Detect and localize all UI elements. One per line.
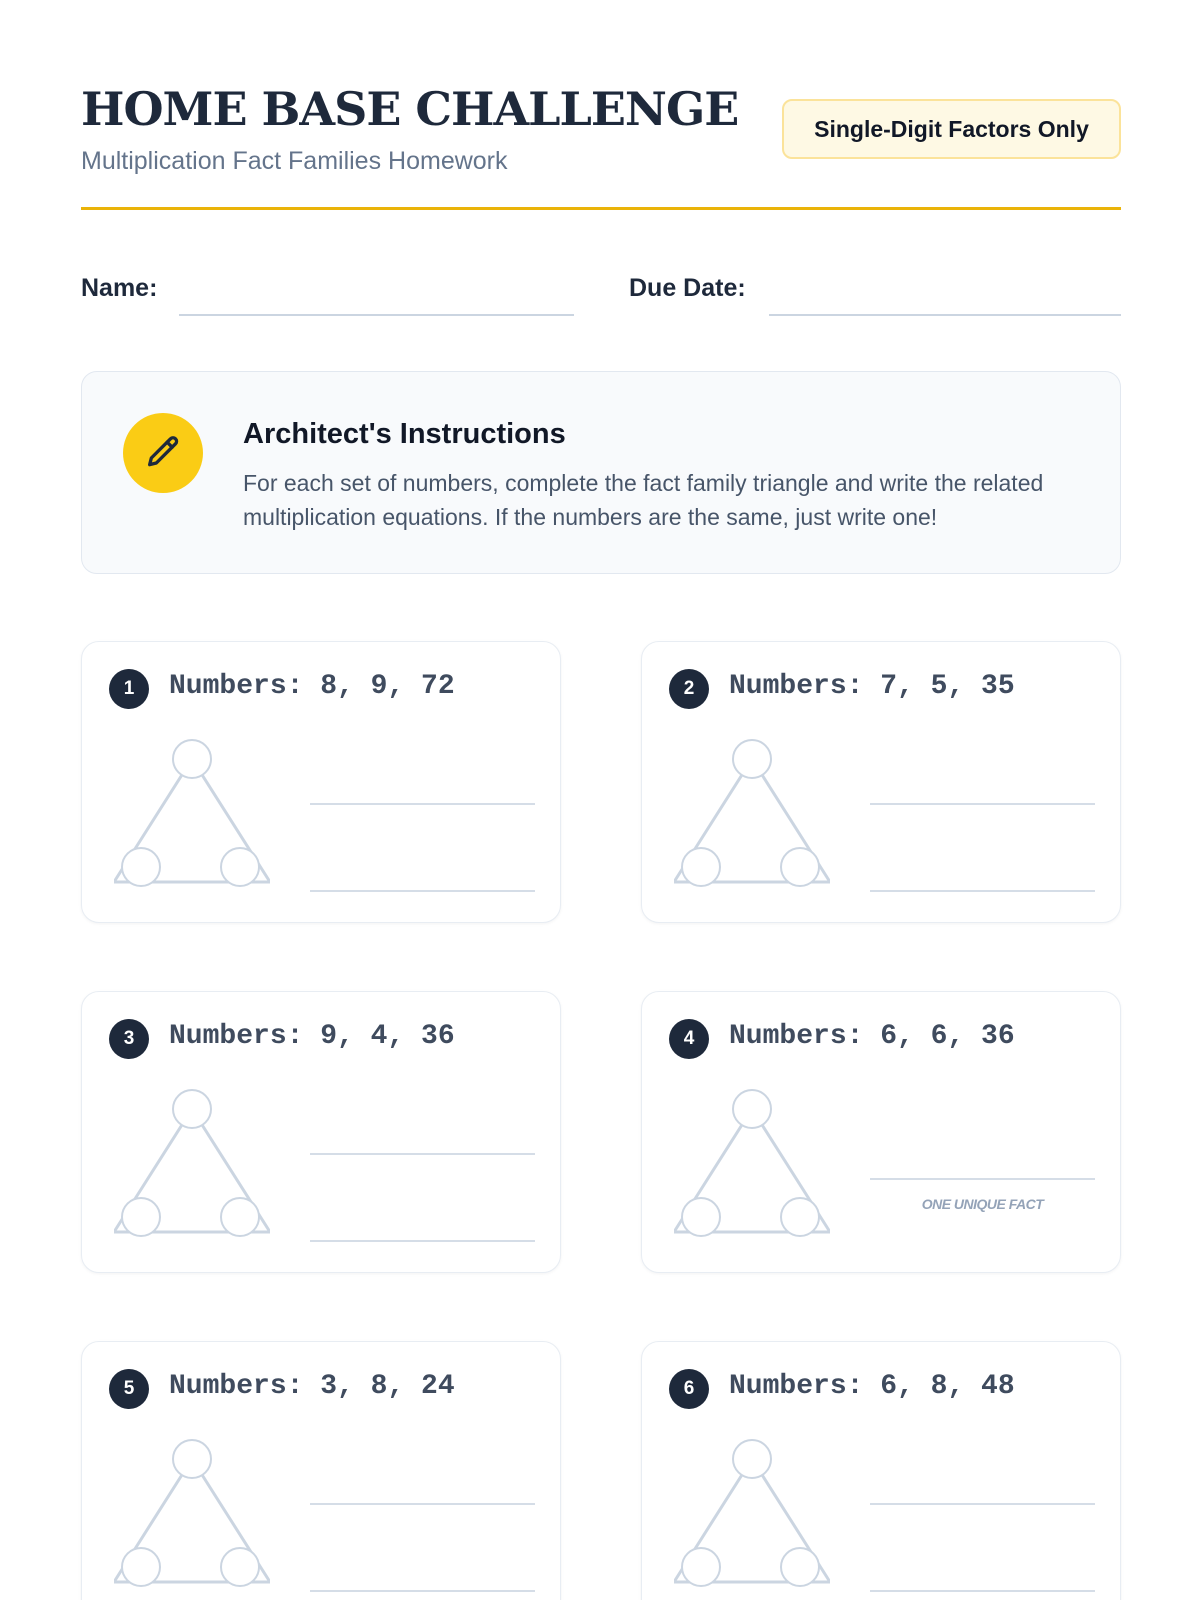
problem-numbers: Numbers: 9, 4, 36 <box>169 1021 455 1052</box>
triangle-right-circle[interactable] <box>221 848 259 886</box>
problem-numbers: Numbers: 8, 9, 72 <box>169 671 455 702</box>
triangle-right-circle[interactable] <box>781 848 819 886</box>
problem-card-6 <box>641 1341 1121 1600</box>
triangle-top-circle[interactable] <box>173 740 211 778</box>
worksheet-page <box>81 0 1121 1600</box>
triangle-right-circle[interactable] <box>781 1548 819 1586</box>
problem-card-3 <box>81 991 561 1273</box>
triangle-right-circle[interactable] <box>221 1548 259 1586</box>
unique-fact-note: ONE UNIQUE FACT <box>921 1196 1044 1212</box>
answer-line[interactable] <box>870 803 1095 805</box>
problem-number-badge: 1 <box>109 669 149 709</box>
problem-number-badge: 5 <box>109 1369 149 1409</box>
triangle-left-circle[interactable] <box>682 1548 720 1586</box>
triangle-top-circle[interactable] <box>173 1440 211 1478</box>
triangle-left-circle[interactable] <box>122 1198 160 1236</box>
problem-card-4 <box>641 991 1121 1273</box>
triangle-top-circle[interactable] <box>733 740 771 778</box>
instructions-text: For each set of numbers, complete the fact family triangle and write the related multiplication equations. If the numbers are the same, just write one! <box>243 470 1044 530</box>
problem-number-badge: 4 <box>669 1019 709 1059</box>
problem-number-badge: 2 <box>669 669 709 709</box>
fact-triangle <box>674 1438 830 1598</box>
problem-card-2 <box>641 641 1121 923</box>
fact-triangle <box>674 738 830 898</box>
name-field[interactable] <box>179 314 574 316</box>
triangle-top-circle[interactable] <box>733 1440 771 1478</box>
fact-triangle <box>114 1088 270 1248</box>
triangle-left-circle[interactable] <box>682 848 720 886</box>
instructions-panel <box>81 371 1121 574</box>
answer-line[interactable] <box>870 1503 1095 1505</box>
problem-numbers: Numbers: 6, 6, 36 <box>729 1021 1015 1052</box>
answer-line[interactable] <box>870 1178 1095 1180</box>
triangle-top-circle[interactable] <box>733 1090 771 1128</box>
header-divider <box>81 207 1121 210</box>
problem-card-1 <box>81 641 561 923</box>
answer-line[interactable] <box>310 890 535 892</box>
fact-triangle <box>114 1438 270 1598</box>
problem-number-badge: 6 <box>669 1369 709 1409</box>
problem-numbers: Numbers: 6, 8, 48 <box>729 1371 1015 1402</box>
triangle-right-circle[interactable] <box>781 1198 819 1236</box>
triangle-left-circle[interactable] <box>122 848 160 886</box>
page-subtitle: Multiplication Fact Families Homework <box>81 147 508 175</box>
problem-card-5 <box>81 1341 561 1600</box>
triangle-top-circle[interactable] <box>173 1090 211 1128</box>
name-label: Name: <box>81 274 158 302</box>
problem-numbers: Numbers: 3, 8, 24 <box>169 1371 455 1402</box>
fact-triangle <box>114 738 270 898</box>
answer-line[interactable] <box>310 1153 535 1155</box>
factors-badge: Single-Digit Factors Only <box>782 99 1121 159</box>
answer-line[interactable] <box>310 1590 535 1592</box>
answer-line[interactable] <box>870 1590 1095 1592</box>
answer-line[interactable] <box>310 1240 535 1242</box>
fact-triangle <box>674 1088 830 1248</box>
pencil-icon <box>123 413 203 493</box>
instructions-title: Architect's Instructions <box>243 418 566 450</box>
page-title: HOME BASE CHALLENGE <box>81 82 739 136</box>
due-date-label: Due Date: <box>629 274 746 302</box>
answer-line[interactable] <box>310 1503 535 1505</box>
answer-line[interactable] <box>870 890 1095 892</box>
problem-numbers: Numbers: 7, 5, 35 <box>729 671 1015 702</box>
header <box>81 80 1121 210</box>
triangle-left-circle[interactable] <box>122 1548 160 1586</box>
problem-number-badge: 3 <box>109 1019 149 1059</box>
student-fields <box>81 272 1121 322</box>
triangle-left-circle[interactable] <box>682 1198 720 1236</box>
due-date-field[interactable] <box>769 314 1121 316</box>
answer-line[interactable] <box>310 803 535 805</box>
triangle-right-circle[interactable] <box>221 1198 259 1236</box>
